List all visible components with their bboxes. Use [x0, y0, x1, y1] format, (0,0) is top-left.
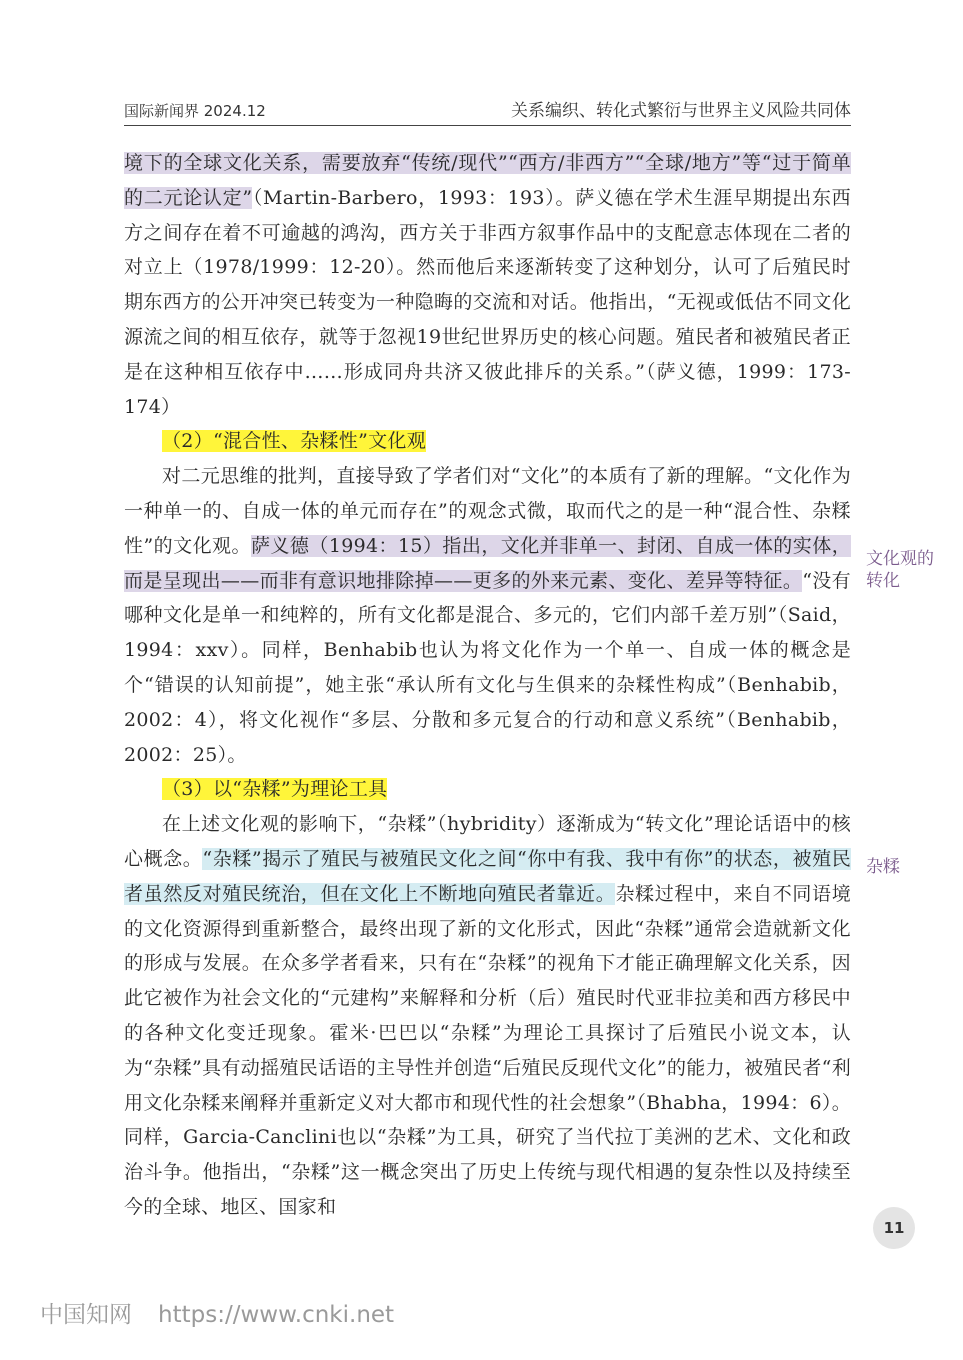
- watermark-brand: 中国知网: [40, 1302, 132, 1328]
- paragraph-text: 对二元思维的批判，直接导致了学者们对“文化”的本质有了新的理解。“文化作为一种单一的、自成一体的单元而存在”的观念式微，取而代之的是一种“混合性、杂糅性”的文化观。: [124, 465, 851, 557]
- highlight-yellow[interactable]: （3）以“杂糅”为理论工具: [162, 778, 388, 801]
- highlight-purple[interactable]: 萨义德（1994：15）指出，文化并非单一、封闭、自成一体的实体，而是呈现出——而非有意识地排除掉——更多的外来元素、变化、差异等特征。: [124, 534, 851, 592]
- paragraph-text: 杂糅过程中，来自不同语境的文化资源得到重新整合，最终出现了新的文化形式，因此“杂糅”通常会造就新文化的形成与发展。在众多学者看来，只有在“杂糅”的视角下才能正确理解文化关系，因此它被作为社会文化的“元建构”来解释和分析（后）殖民时代亚非拉美和西方移民中的各种文化变迁现象。霍米·巴巴以“杂糅”为理论工具探讨了后殖民小说文本，认为“杂糅”具有动摇殖民话语的主导性并创造“后殖民反现代文化”的能力，被殖民者“利用文化杂糅来阐释并重新定义对大都市和现代性的社会想象”（Bhabha，1994：6）。同样，Garcia-Canclini也以“杂糅”为工具，研究了当代拉丁美洲的艺术、文化和政治斗争。他指出，“杂糅”这一概念突出了历史上传统与现代相遇的复杂性以及持续至今的全球、地区、国家和: [124, 882, 851, 1218]
- section-heading-2: [124, 424, 851, 459]
- section-heading-3: [124, 772, 851, 807]
- paragraph-text: “没有哪种文化是单一和纯粹的，所有文化都是混合、多元的，它们内部千差万别”（Said，1994：xxv）。同样，Benhabib也认为将文化作为一个单一、自成一体的概念是个“错误的认知前提”，她主张“承认所有文化与生俱来的杂糅性构成”（Benhabib，2002：4），将文化视作“多层、分散和多元复合的行动和意义系统”（Benhabib，2002：25）。: [124, 569, 851, 766]
- highlight-purple[interactable]: 境下的全球文化关系，需要放弃“传统/现代”“西方/非西方”“全球/地方”等“过于简单的二元论认定”: [124, 152, 851, 209]
- cnki-watermark: [40, 1296, 394, 1329]
- paragraph-text: 在上述文化观的影响下，“杂糅”（hybridity）逐渐成为“转文化”理论话语中的核心概念。: [124, 813, 851, 870]
- paragraph-1: [124, 146, 851, 424]
- page-number-badge: 11: [873, 1207, 915, 1249]
- paragraph-3: [124, 807, 851, 1225]
- paragraph-text: （Martin-Barbero，1993：193）。萨义德在学术生涯早期提出东西方之间存在着不可逾越的鸿沟，西方关于非西方叙事作品中的支配意志体现在二者的对立上（1978/1999：12-20）。然而他后来逐渐转变了这种划分，认可了后殖民时期东西方的公开冲突已转变为一种隐晦的交流和对话。他指出，“无视或低估不同文化源流之间的相互依存，就等于忽视19世纪世界历史的核心问题。殖民者和被殖民者正是在这种相互依存中……形成同舟共济又彼此排斥的关系。”（萨义德，1999：173-174）: [124, 186, 851, 418]
- margin-note-culture-view[interactable]: 文化观的转化: [866, 549, 934, 591]
- margin-note-hybridity[interactable]: 杂糅: [866, 857, 900, 877]
- article-running-title: 关系编织、转化式繁衍与世界主义风险共同体: [511, 101, 851, 121]
- header-divider: [124, 125, 851, 126]
- article-body: [124, 146, 851, 1225]
- watermark-url: https://www.cnki.net: [158, 1302, 395, 1328]
- paragraph-2: [124, 459, 851, 772]
- highlight-yellow[interactable]: （2）“混合性、杂糅性”文化观: [162, 430, 427, 453]
- journal-issue: 国际新闻界 2024.12: [124, 102, 266, 120]
- highlight-blue[interactable]: “杂糅”揭示了殖民与被殖民文化之间“你中有我、我中有你”的状态，被殖民者虽然反对殖民统治，但在文化上不断地向殖民者靠近。: [124, 847, 851, 905]
